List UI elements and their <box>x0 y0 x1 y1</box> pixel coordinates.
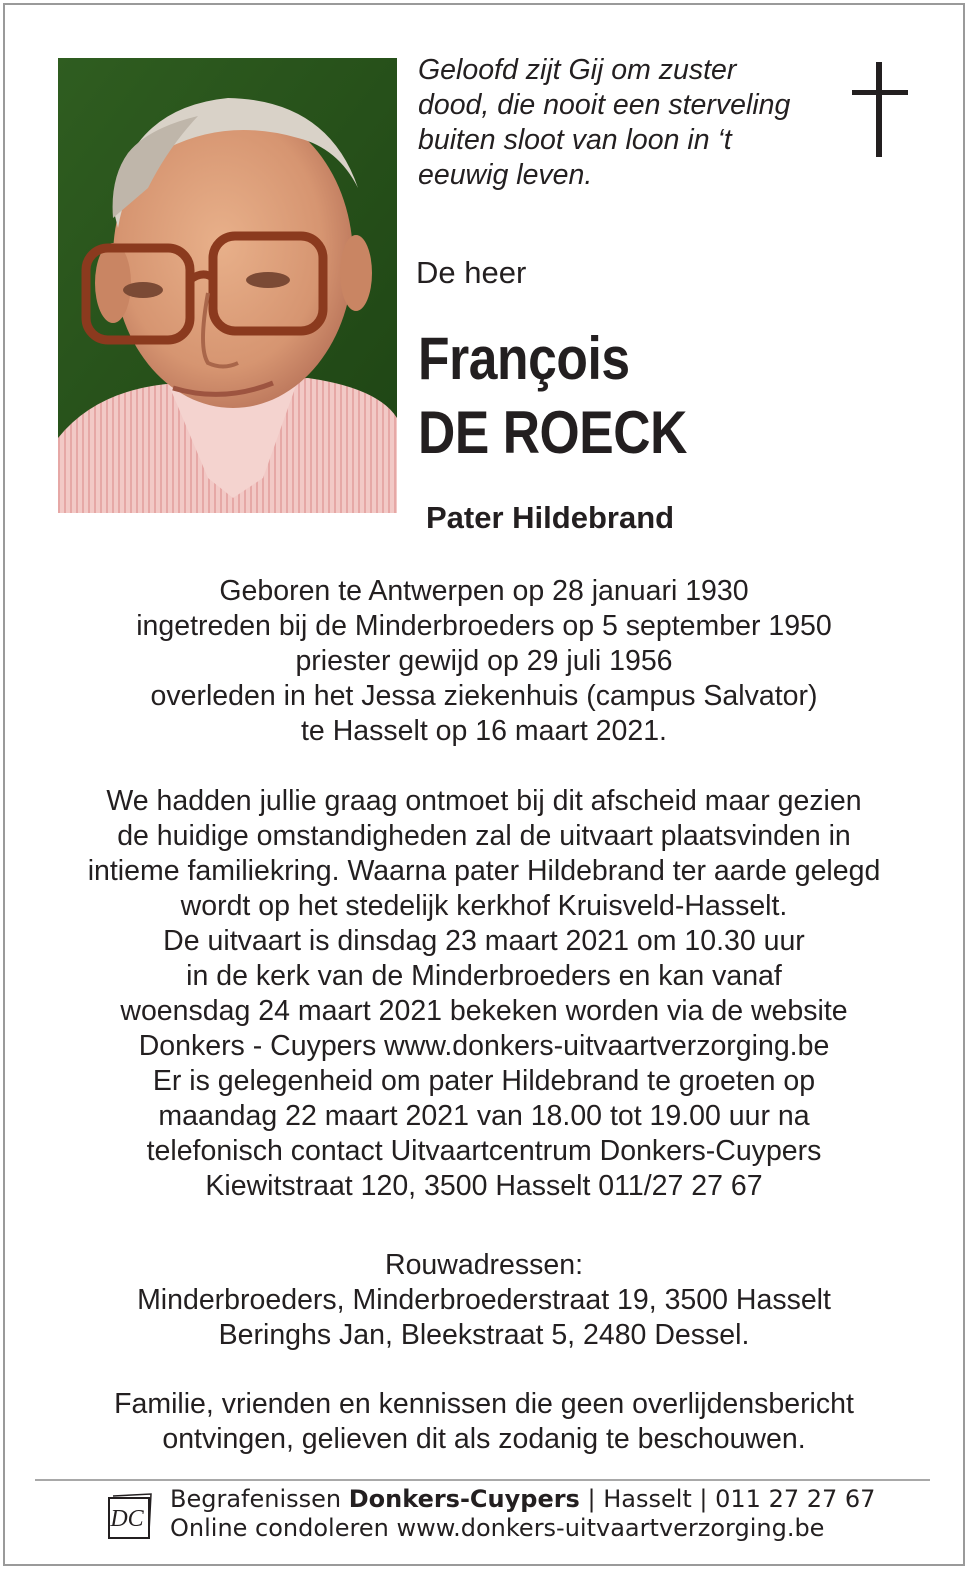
closing-note <box>0 1387 968 1457</box>
footer-separator: | <box>579 1485 604 1513</box>
funeral-line: Er is gelegenheid om pater Hildebrand te groeten op <box>152 1065 816 1097</box>
funeral-line: Donkers - Cuypers www.donkers-uitvaartverzorging.be <box>138 1030 830 1062</box>
last-name: DE ROECK <box>418 399 687 466</box>
funeral-line: Kiewitstraat 120, 3500 Hasselt 011/27 27 67 <box>205 1170 763 1202</box>
funeral-line: telefonisch contact Uitvaartcentrum Donkers-Cuypers <box>146 1135 822 1167</box>
condolence-address-line: Minderbroeders, Minderbroederstraat 19, 3500 Hasselt <box>137 1284 831 1316</box>
company-name: Donkers-Cuypers <box>348 1485 580 1513</box>
funeral-line: woensdag 24 maart 2021 bekeken worden via de website <box>120 995 848 1027</box>
funeral-line: de huidige omstandigheden zal de uitvaart plaatsvinden in <box>117 820 851 852</box>
footer-line-1 <box>170 1485 875 1514</box>
portrait-illustration <box>58 58 397 513</box>
first-name: François <box>418 325 630 392</box>
online-condolence-label: Online condoleren <box>170 1514 397 1542</box>
life-event-line: priester gewijd op 29 juli 1956 <box>295 645 673 677</box>
footer-phone: 011 27 27 67 <box>715 1485 876 1513</box>
funeral-line: De uitvaart is dinsdag 23 maart 2021 om 10.30 uur <box>163 925 805 957</box>
life-events <box>0 574 968 749</box>
funeral-line: in de kerk van de Minderbroeders en kan vanaf <box>186 960 782 992</box>
funeral-line: wordt op het stedelijk kerkhof Kruisveld-Hasselt. <box>180 890 788 922</box>
footer-divider <box>35 1479 930 1481</box>
funeral-home-logo-icon <box>107 1492 153 1540</box>
footer-website-link[interactable]: www.donkers-uitvaartverzorging.be <box>396 1514 825 1542</box>
life-event-line: ingetreden bij de Minderbroeders op 5 september 1950 <box>136 610 832 642</box>
life-event-line: te Hasselt op 16 maart 2021. <box>301 715 667 747</box>
funeral-line: intieme familiekring. Waarna pater Hildebrand ter aarde gelegd <box>87 855 881 887</box>
religious-name: Pater Hildebrand <box>426 500 675 535</box>
quote-line: eeuwig leven. <box>418 159 593 191</box>
portrait-photo <box>58 58 397 513</box>
honorific: De heer <box>416 255 527 290</box>
closing-line: ontvingen, gelieven dit als zodanig te beschouwen. <box>162 1423 806 1455</box>
memorial-quote <box>418 53 838 193</box>
funeral-line: We hadden jullie graag ontmoet bij dit afscheid maar gezien <box>106 785 862 817</box>
condolence-addresses <box>0 1248 968 1353</box>
closing-line: Familie, vrienden en kennissen die geen overlijdensbericht <box>114 1388 854 1420</box>
funeral-line: maandag 22 maart 2021 van 18.00 tot 19.00 uur na <box>158 1100 810 1132</box>
quote-line: Geloofd zijt Gij om zuster <box>418 54 737 86</box>
footer-separator: | <box>691 1485 716 1513</box>
quote-line: buiten sloot van loon in ‘t <box>418 124 732 156</box>
logo-monogram: DC <box>110 1506 144 1532</box>
condolence-heading: Rouwadressen: <box>384 1249 584 1281</box>
life-event-line: Geboren te Antwerpen op 28 januari 1930 <box>219 575 749 607</box>
quote-line: dood, die nooit een sterveling <box>418 89 791 121</box>
condolence-address-line: Beringhs Jan, Bleekstraat 5, 2480 Dessel. <box>218 1319 750 1351</box>
funeral-info <box>0 784 968 1204</box>
deceased-name <box>418 322 687 470</box>
footer-line-2 <box>170 1514 875 1543</box>
cross-icon <box>850 62 910 157</box>
footer-city: Hasselt <box>603 1485 692 1513</box>
footer-info <box>170 1485 875 1543</box>
footer-prefix: Begrafenissen <box>170 1485 349 1513</box>
life-event-line: overleden in het Jessa ziekenhuis (campus Salvator) <box>150 680 818 712</box>
